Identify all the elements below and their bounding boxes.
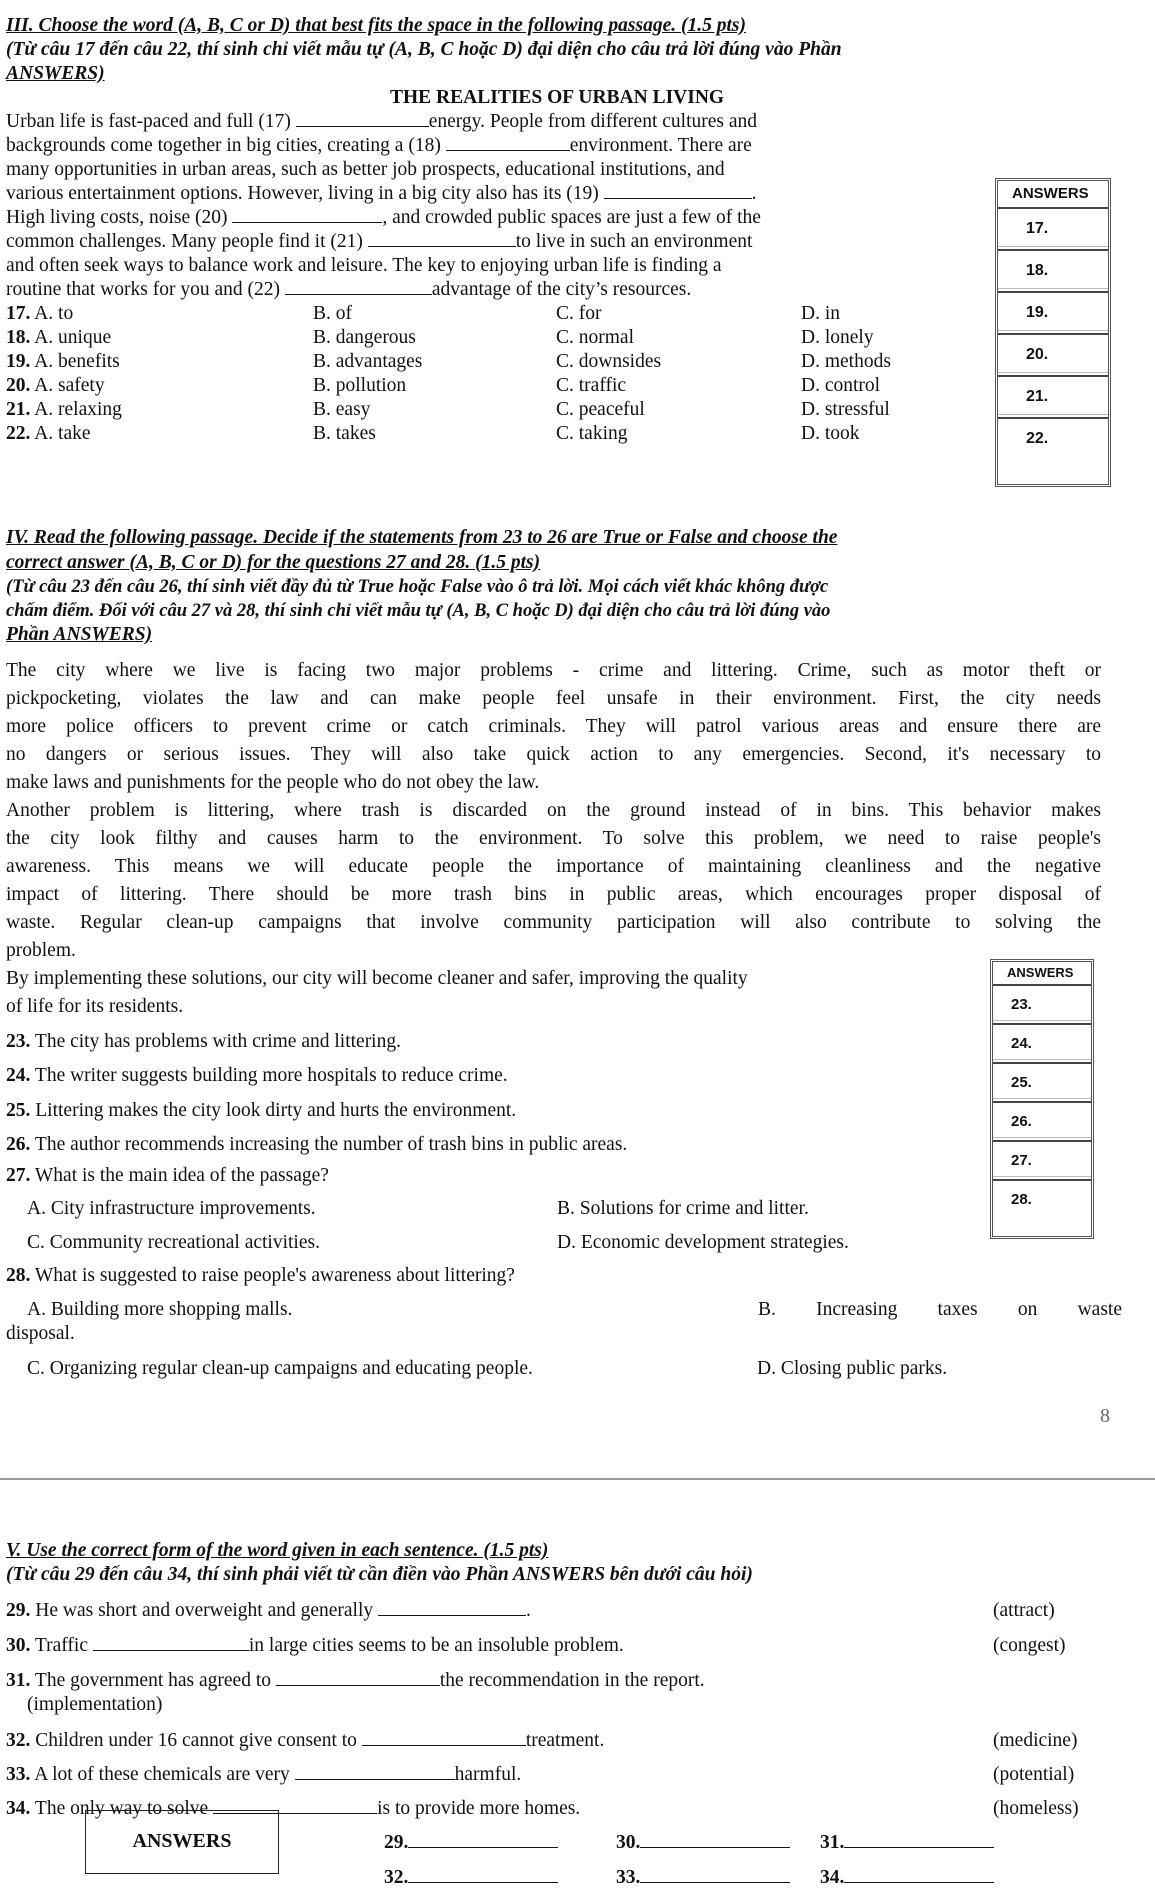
answers-box-23-28 — [990, 959, 1094, 1239]
answer-slot-33[interactable]: 33. — [616, 1866, 790, 1890]
answers-label-box: ANSWERS — [85, 1810, 279, 1874]
word-hint-29: (attract) — [993, 1600, 1055, 1621]
option-b: B. takes — [313, 423, 376, 444]
passage-line: routine that works for you and (22) advantage of the city’s resources. — [6, 279, 692, 300]
q28-option-d: D. Closing public parks. — [757, 1358, 948, 1379]
option-b: B. easy — [313, 399, 371, 420]
section4-instruction-end: Phần ANSWERS) — [6, 624, 153, 645]
section4-instruction-cont: chấm điểm. Đối với câu 27 và 28, thí sinh chỉ viết mẫu tự (A, B, C hoặc D) đại diện cho câu trả lời đúng vào — [6, 601, 831, 621]
option-d: D. methods — [801, 351, 891, 372]
answer-slot-26[interactable]: 26. — [993, 1103, 1091, 1142]
option-b: B. dangerous — [313, 327, 416, 348]
answer-slot-32[interactable]: 32. — [384, 1866, 558, 1890]
passage-line: the city look filthy and causes harm to the environment. To solve this problem, we need to raise people's — [6, 828, 1101, 849]
item-31: 31. The government has agreed to the recommendation in the report. — [6, 1670, 705, 1691]
item-30: 30. Traffic in large cities seems to be an insoluble problem. — [6, 1635, 624, 1656]
answer-slot-19[interactable]: 19. — [998, 293, 1108, 335]
option-d: D. in — [801, 303, 840, 324]
page-divider — [0, 1478, 1155, 1480]
option-row: 20. A. safety — [6, 375, 105, 396]
option-row: 18. A. unique — [6, 327, 112, 348]
word-hint-32: (medicine) — [993, 1730, 1078, 1751]
passage-line: no dangers or serious issues. They will also take quick action to any emergencies. Second, it's necessary to — [6, 744, 1101, 765]
passage-line: more police officers to prevent crime or catch criminals. They will patrol various areas and ensure there are — [6, 716, 1101, 737]
statement-25: 25. Littering makes the city look dirty and hurts the environment. — [6, 1100, 517, 1121]
answer-slot-24[interactable]: 24. — [993, 1025, 1091, 1064]
passage-title: THE REALITIES OF URBAN LIVING — [390, 87, 725, 108]
item-29: 29. He was short and overweight and generally . — [6, 1600, 531, 1621]
word-hint-33: (potential) — [993, 1764, 1075, 1785]
option-b: B. of — [313, 303, 352, 324]
q28-option-a: A. Building more shopping malls. — [27, 1299, 293, 1320]
q28-option-c: C. Organizing regular clean-up campaigns and educating people. — [27, 1358, 533, 1379]
section4-heading: IV. Read the following passage. Decide if the statements from 23 to 26 are True or False and choose the — [6, 527, 838, 548]
section3-instruction: (Từ câu 17 đến câu 22, thí sinh chỉ viết mẫu tự (A, B, C hoặc D) đại diện cho câu trả lời đúng vào Phần — [6, 39, 842, 60]
option-b: B. pollution — [313, 375, 407, 396]
q27-option-c: C. Community recreational activities. — [27, 1232, 320, 1253]
option-row: 17. A. to — [6, 303, 74, 324]
answer-slot-34[interactable]: 34. — [820, 1866, 994, 1890]
answer-slot-18[interactable]: 18. — [998, 251, 1108, 293]
passage-line: many opportunities in urban areas, such as better job prospects, educational institutions, and — [6, 159, 725, 180]
statement-23: 23. The city has problems with crime and littering. — [6, 1031, 401, 1052]
option-d: D. stressful — [801, 399, 890, 420]
question-27: 27. What is the main idea of the passage? — [6, 1165, 329, 1186]
option-b: B. advantages — [313, 351, 423, 372]
section4-instruction: (Từ câu 23 đến câu 26, thí sinh viết đầy đủ từ True hoặc False vào ô trả lời. Mọi cách viết khác không được — [6, 577, 829, 597]
option-d: D. control — [801, 375, 881, 396]
page-number: 8 — [1100, 1405, 1110, 1427]
passage-line: Urban life is fast-paced and full (17) energy. People from different cultures and — [6, 111, 758, 132]
option-row: 22. A. take — [6, 423, 91, 444]
passage-line: and often seek ways to balance work and leisure. The key to enjoying urban life is finding a — [6, 255, 722, 276]
answer-slot-25[interactable]: 25. — [993, 1064, 1091, 1103]
answer-slot-31[interactable]: 31. — [820, 1831, 994, 1855]
answer-slot-27[interactable]: 27. — [993, 1142, 1091, 1181]
item-32: 32. Children under 16 cannot give consent to treatment. — [6, 1730, 605, 1751]
passage-line: various entertainment options. However, living in a big city also has its (19) . — [6, 183, 757, 204]
section5-heading: V. Use the correct form of the word given in each sentence. (1.5 pts) — [6, 1540, 549, 1561]
section3-heading: III. Choose the word (A, B, C or D) that best fits the space in the following passage. (1.5 pts) — [6, 15, 746, 36]
passage-line: awareness. This means we will educate people the importance of maintaining cleanliness and the negative — [6, 856, 1101, 877]
q27-option-d: D. Economic development strategies. — [557, 1232, 849, 1253]
passage-line: By implementing these solutions, our city will become cleaner and safer, improving the quality — [6, 968, 748, 989]
answer-slot-23[interactable]: 23. — [993, 986, 1091, 1025]
passage-line: The city where we live is facing two major problems - crime and littering. Crime, such as motor theft or — [6, 660, 1101, 681]
option-c: C. normal — [556, 327, 634, 348]
section4-heading-cont: correct answer (A, B, C or D) for the questions 27 and 28. (1.5 pts) — [6, 552, 541, 573]
option-d: D. took — [801, 423, 860, 444]
word-hint-34: (homeless) — [993, 1798, 1079, 1819]
passage-line: problem. — [6, 940, 76, 961]
answer-slot-20[interactable]: 20. — [998, 335, 1108, 377]
option-row: 21. A. relaxing — [6, 399, 122, 420]
passage-line: waste. Regular clean-up campaigns that involve community participation will also contribute to solving the — [6, 912, 1101, 933]
q28-option-b: B. Increasing taxes on waste — [758, 1299, 1122, 1320]
passage-line: common challenges. Many people find it (21) to live in such an environment — [6, 231, 753, 252]
word-hint-31: (implementation) — [27, 1694, 163, 1715]
option-c: C. taking — [556, 423, 628, 444]
passage-line: of life for its residents. — [6, 996, 184, 1017]
passage-line: pickpocketing, violates the law and can make people feel unsafe in their environment. First, the city needs — [6, 688, 1101, 709]
q27-option-b: B. Solutions for crime and litter. — [557, 1198, 809, 1219]
option-row: 19. A. benefits — [6, 351, 120, 372]
answer-slot-17[interactable]: 17. — [998, 209, 1108, 251]
q27-option-a: A. City infrastructure improvements. — [27, 1198, 316, 1219]
answer-slot-21[interactable]: 21. — [998, 377, 1108, 419]
option-c: C. peaceful — [556, 399, 645, 420]
passage-line: impact of littering. There should be more trash bins in public areas, which encourages proper disposal of — [6, 884, 1101, 905]
section3-instruction-cont: ANSWERS) — [6, 63, 105, 84]
statement-24: 24. The writer suggests building more hospitals to reduce crime. — [6, 1065, 508, 1086]
option-c: C. downsides — [556, 351, 662, 372]
item-33: 33. A lot of these chemicals are very harmful. — [6, 1764, 522, 1785]
answers-header: ANSWERS — [993, 962, 1091, 986]
answers-header: ANSWERS — [998, 181, 1108, 209]
option-c: C. traffic — [556, 375, 627, 396]
item-34: 34. The only way to solve is to provide more homes. — [6, 1798, 581, 1819]
answer-slot-30[interactable]: 30. — [616, 1831, 790, 1855]
q28-option-b-cont: disposal. — [6, 1323, 75, 1344]
option-d: D. lonely — [801, 327, 874, 348]
answer-slot-28[interactable]: 28. — [1011, 1191, 1032, 1208]
statement-26: 26. The author recommends increasing the number of trash bins in public areas. — [6, 1134, 628, 1155]
word-hint-30: (congest) — [993, 1635, 1066, 1656]
passage-line: backgrounds come together in big cities, creating a (18) environment. There are — [6, 135, 752, 156]
answer-slot-29[interactable]: 29. — [384, 1831, 558, 1855]
passage-line: High living costs, noise (20) , and crowded public spaces are just a few of the — [6, 207, 761, 228]
passage-line: Another problem is littering, where trash is discarded on the ground instead of in bins. This behavior makes — [6, 800, 1101, 821]
answers-box-17-22 — [995, 178, 1111, 487]
answer-slot-22[interactable]: 22. — [1026, 430, 1049, 447]
option-c: C. for — [556, 303, 602, 324]
passage-line: make laws and punishments for the people who do not obey the law. — [6, 772, 540, 793]
question-28: 28. What is suggested to raise people's awareness about littering? — [6, 1265, 515, 1286]
section5-instruction: (Từ câu 29 đến câu 34, thí sinh phải viết từ cần điền vào Phần ANSWERS bên dưới câu hỏi) — [6, 1564, 753, 1585]
